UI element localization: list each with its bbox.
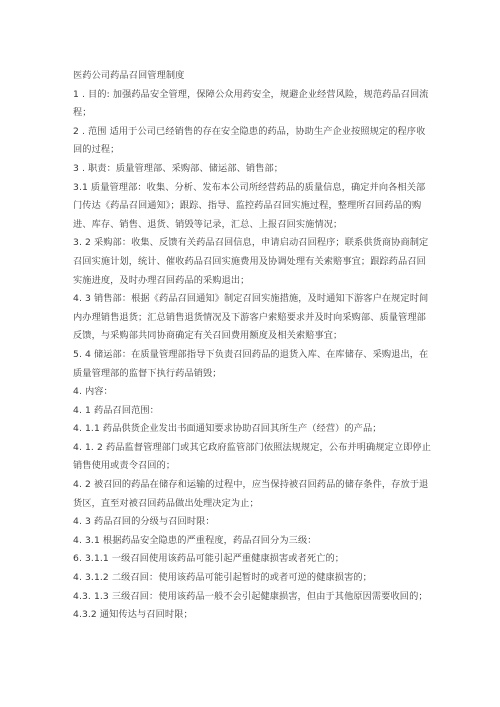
document-body (73, 67, 433, 625)
paragraph-purchasing-dept: 3. 2 采购部：收集、反馈有关药品召回信息，申请启动召回程序；联系供货商协商制定召回实施计划，统计、催收药品召回实施费用及协调处理有关索赔事宜；跟踪药品召回实施进度，及时办理召回药品的采购退出； (73, 237, 429, 286)
paragraph-content-heading: 4. 内容： (73, 386, 113, 398)
paragraph-level-3: 4.3. 1.3 三级召回：使用该药品一般不会引起健康损害，但由于其他原因需要收回的； (73, 590, 428, 602)
paragraph-recall-scope-1: 4. 1.1 药品供货企业发出书面通知要求协助召回其所生产（经营）的产品； (73, 423, 382, 435)
paragraph-storage-dept: 5. 4 储运部：在质量管理部指导下负责召回药品的退货入库、在库储存、采购退出，在质量管理部的监督下执行药品销毁； (73, 348, 429, 379)
paragraph-responsibilities: 3 . 职责：质量管理部、采购部、储运部、销售部； (73, 162, 284, 174)
paragraph-level-2: 4. 3.1.2 二级召回：使用该药品可能引起暂时的或者可逆的健康损害的； (73, 572, 372, 584)
paragraph-purpose: 1 . 目的: 加强药品安全管理，保障公众用药安全，规避企业经营风险，规范药品召回流程； (73, 88, 429, 119)
paragraph-recall-classification: 4. 3.1 根据药品安全隐患的严重程度，药品召回分为三级： (73, 534, 317, 546)
paragraph-storage-conditions: 4. 2 被召回的药品在储存和运输的过程中，应当保持被召回药品的储存条件，存放于退货区，直至对被召回药品做出处理决定为止； (73, 479, 429, 509)
paragraph-notification: 4.3.2 通知传达与召回时限； (73, 609, 193, 621)
paragraph-recall-levels: 4. 3 药品召回的分级与召回时限： (73, 516, 215, 528)
paragraph-quality-dept: 3.1 质量管理部：收集、分析、发布本公司所经营药品的质量信息，确定并向各相关部门传达《药品召回通知》；跟踪、指导、监控药品召回实施过程，整理所召回药品的购进、库存、销售、退货、销毁等记录，汇总、上报召回实施情况； (73, 181, 426, 230)
paragraph-sales-dept: 4. 3 销售部：根据《药品召回通知》制定召回实施措施，及时通知下游客户在规定时间内办理销售退货；汇总销售退货情况及下游客户索赔要求并及时向采购部、质量管理部反馈，与采购部共同协商确定有关召回费用额度及相关索赔事宜； (73, 293, 429, 342)
paragraph-level-1: 6. 3.1.1 一级召回使用该药品可能引起严重健康损害或者死亡的； (73, 553, 345, 565)
document-title: 医药公司药品召回管理制度 (73, 70, 185, 81)
paragraph-scope: 2 . 范围 适用于公司已经销售的存在安全隐患的药品，协助生产企业按照规定的程序收回的过程； (73, 125, 426, 156)
paragraph-recall-scope-2: 4. 1. 2 药品监督管理部门或其它政府监管部门依照法规规定，公布并明确规定立即停止销售使用或责令召回的； (73, 441, 431, 472)
paragraph-recall-scope: 4. 1 药品召回范围： (73, 404, 159, 416)
